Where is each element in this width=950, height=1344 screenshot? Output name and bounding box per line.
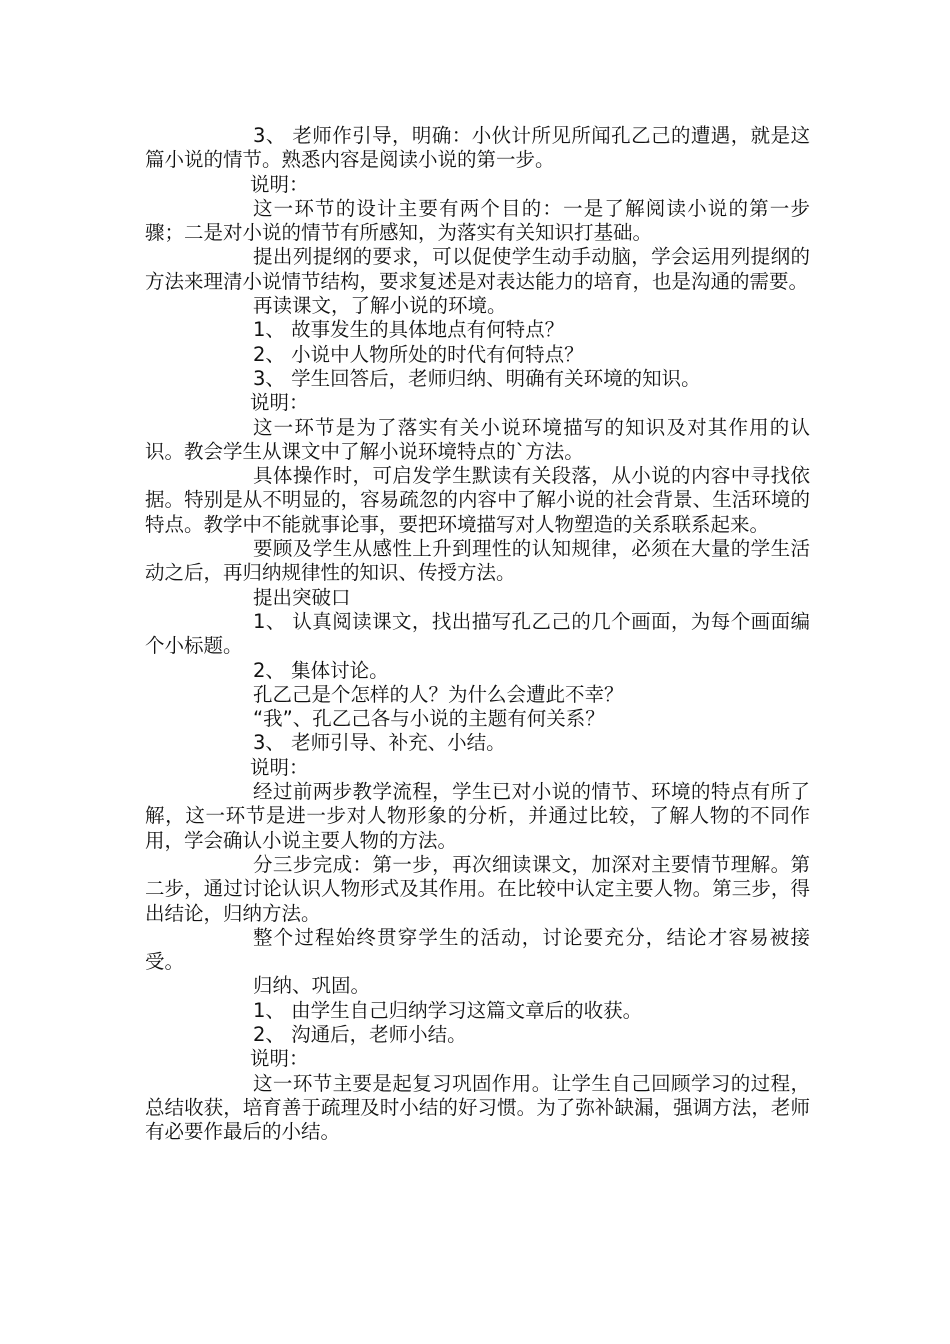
list-item: 1、 认真阅读课文，找出描写孔乙己的几个画面，为每个画面编个小标题。 (145, 609, 810, 658)
paragraph: 整个过程始终贯穿学生的活动，讨论要充分，结论才容易被接受。 (145, 925, 810, 974)
paragraph: 分三步完成：第一步，再次细读课文，加深对主要情节理解。第二步，通过讨论认识人物形式及其作用。在比较中认定主要人物。第三步，得出结论，归纳方法。 (145, 852, 810, 925)
list-item: 1、 由学生自己归纳学习这篇文章后的收获。 (253, 998, 643, 1022)
paragraph: 这一环节主要是起复习巩固作用。让学生自己回顾学习的过程，总结收获，培育善于疏理及时小结的好习惯。为了弥补缺漏，强调方法，老师有必要作最后的小结。 (145, 1071, 810, 1144)
list-item: 3、 老师引导、补充、小结。 (253, 731, 506, 755)
paragraph: 这一环节是为了落实有关小说环境描写的知识及对其作用的认识。教会学生从课文中了解小说环境特点的`方法。 (145, 415, 810, 463)
list-item: 1、 故事发生的具体地点有何特点？ (253, 318, 565, 342)
list-item: 3、 学生回答后，老师归纳、明确有关环境的知识。 (253, 366, 701, 390)
list-item: 2、 小说中人物所处的时代有何特点？ (253, 342, 584, 366)
paragraph: 3、 老师作引导，明确：小伙计所见所闻孔乙己的遭遇，就是这篇小说的情节。熟悉内容是阅读小说的第一步。 (145, 124, 810, 172)
section-heading: 归纳、巩固。 (253, 974, 371, 998)
discussion-question: “我”、孔乙己各与小说的主题有何关系？ (253, 707, 605, 731)
paragraph: 经过前两步教学流程，学生已对小说的情节、环境的特点有所了解，这一环节是进一步对人物形象的分析，并通过比较，了解人物的不同作用，学会确认小说主要人物的方法。 (145, 780, 810, 852)
list-item: 2、 沟通后，老师小结。 (253, 1022, 467, 1046)
paragraph: 提出列提纲的要求，可以促使学生动手动脑，学会运用列提纲的方法来理清小说情节结构，要求复述是对表达能力的培育，也是沟通的需要。 (145, 245, 810, 293)
explanation-label: 说明： (250, 172, 309, 196)
explanation-label: 说明： (250, 1047, 309, 1071)
explanation-label: 说明： (250, 755, 309, 779)
document-body (145, 124, 810, 1144)
section-heading: 提出突破口 (253, 585, 351, 609)
explanation-label: 说明： (250, 391, 309, 415)
section-heading: 再读课文，了解小说的环境。 (253, 294, 507, 318)
list-item: 2、 集体讨论。 (253, 658, 389, 682)
paragraph: 要顾及学生从感性上升到理性的认知规律，必须在大量的学生活动之后，再归纳规律性的知识、传授方法。 (145, 537, 810, 585)
discussion-question: 孔乙己是个怎样的人？为什么会遭此不幸？ (253, 682, 624, 706)
paragraph: 这一环节的设计主要有两个目的：一是了解阅读小说的第一步骤；二是对小说的情节有所感知，为落实有关知识打基础。 (145, 196, 810, 245)
paragraph: 具体操作时，可启发学生默读有关段落，从小说的内容中寻找依据。特别是从不明显的，容易疏忽的内容中了解小说的社会背景、生活环境的特点。教学中不能就事论事，要把环境描写对人物塑造的关系联系起来。 (145, 464, 810, 536)
